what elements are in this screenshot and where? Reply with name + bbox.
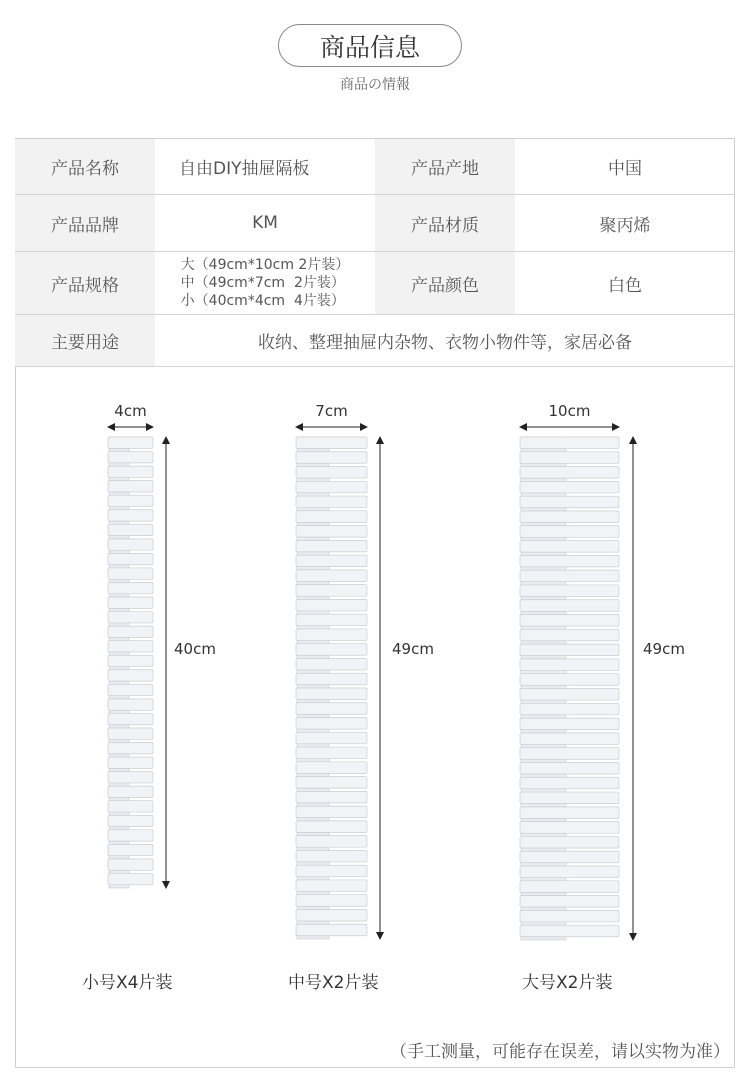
brand-value: KM bbox=[252, 213, 278, 233]
divider-slat bbox=[108, 859, 153, 870]
divider-slat bbox=[520, 467, 619, 479]
divider-slat bbox=[520, 896, 619, 908]
divider-slat bbox=[296, 599, 367, 611]
divider-slat bbox=[296, 865, 367, 877]
divider-slat bbox=[296, 762, 367, 774]
caption-medium: 中号X2片装 bbox=[288, 973, 379, 993]
divider-slat bbox=[296, 821, 367, 833]
divider-slat bbox=[296, 688, 367, 700]
divider-slat bbox=[108, 495, 153, 506]
divider-slat bbox=[108, 539, 153, 550]
divider-slat bbox=[296, 909, 367, 921]
divider-slat bbox=[520, 851, 619, 863]
divider-slat bbox=[108, 873, 153, 884]
divider-slat bbox=[520, 718, 619, 730]
divider-slat bbox=[108, 684, 153, 695]
divider-slat bbox=[108, 466, 153, 477]
divider-slat bbox=[108, 815, 153, 826]
divider-slat bbox=[296, 467, 367, 479]
divider-slat bbox=[296, 777, 367, 789]
spec-line-small: 小（40cm*4cm 4片装） bbox=[180, 293, 345, 309]
divider-slat bbox=[296, 718, 367, 730]
divider-slat bbox=[296, 585, 367, 597]
divider-slat bbox=[520, 481, 619, 493]
divider-slat bbox=[108, 553, 153, 564]
divider-slat bbox=[520, 703, 619, 715]
divider-slat bbox=[108, 582, 153, 593]
divider-slat bbox=[520, 762, 619, 774]
color-value: 白色 bbox=[608, 275, 642, 296]
divider-slat bbox=[520, 437, 619, 449]
divider-slat bbox=[296, 836, 367, 848]
measurement-note: （手工测量，可能存在误差，请以实物为准） bbox=[390, 1042, 730, 1062]
origin-value: 中国 bbox=[608, 159, 642, 179]
divider-slat bbox=[108, 772, 153, 783]
divider-slat bbox=[520, 674, 619, 686]
material-label: 产品材质 bbox=[375, 195, 515, 251]
name-value: 自由DIY抽屉隔板 bbox=[179, 159, 310, 179]
divider-slat bbox=[520, 526, 619, 538]
brand-label: 产品品牌 bbox=[15, 195, 155, 251]
divider-slat bbox=[108, 728, 153, 739]
divider-slat bbox=[296, 924, 367, 936]
divider-slat bbox=[108, 524, 153, 535]
spec-label: 产品规格 bbox=[15, 252, 155, 314]
divider-slat bbox=[520, 496, 619, 508]
origin-label: 产品产地 bbox=[375, 139, 515, 194]
spec-line-medium: 中（49cm*7cm 2片装） bbox=[180, 275, 345, 291]
divider-slat bbox=[296, 629, 367, 641]
usage-label: 主要用途 bbox=[15, 315, 155, 366]
divider-slat bbox=[296, 673, 367, 685]
divider-slat bbox=[296, 895, 367, 907]
divider-slat bbox=[520, 644, 619, 656]
divider-slat bbox=[520, 807, 619, 819]
divider-slat bbox=[108, 670, 153, 681]
divider-slat bbox=[296, 526, 367, 538]
divider-slat bbox=[520, 452, 619, 464]
divider-slat bbox=[296, 570, 367, 582]
divider-slat bbox=[108, 830, 153, 841]
divider-slat bbox=[108, 699, 153, 710]
divider-slat bbox=[520, 511, 619, 523]
divider-slat bbox=[296, 880, 367, 892]
divider-slat bbox=[296, 806, 367, 818]
divider-slat bbox=[296, 614, 367, 626]
divider-slat bbox=[108, 757, 153, 768]
divider-slat bbox=[296, 747, 367, 759]
divider-slat bbox=[108, 801, 153, 812]
divider-slat bbox=[520, 733, 619, 745]
width-label: 10cm bbox=[548, 402, 591, 420]
caption-small: 小号X4片装 bbox=[82, 973, 173, 993]
height-label: 49cm bbox=[643, 640, 685, 658]
height-label: 49cm bbox=[392, 640, 434, 658]
divider-slat bbox=[108, 437, 153, 448]
divider-slat bbox=[520, 881, 619, 893]
divider-slat bbox=[296, 732, 367, 744]
divider-slat bbox=[520, 866, 619, 878]
divider-slat bbox=[296, 437, 367, 449]
divider-slat bbox=[108, 597, 153, 608]
divider-slat bbox=[520, 615, 619, 627]
divider-slat bbox=[520, 836, 619, 848]
divider-slat bbox=[296, 555, 367, 567]
divider-slat bbox=[108, 713, 153, 724]
divider-slat bbox=[296, 658, 367, 670]
divider-slat bbox=[520, 925, 619, 937]
divider-slat bbox=[520, 570, 619, 582]
divider-slat bbox=[520, 792, 619, 804]
divider-slat bbox=[108, 612, 153, 623]
caption-large: 大号X2片装 bbox=[522, 973, 613, 993]
divider-slat bbox=[108, 626, 153, 637]
divider-slat bbox=[520, 777, 619, 789]
divider-slat bbox=[296, 452, 367, 464]
name-label: 产品名称 bbox=[15, 139, 155, 194]
divider-slat bbox=[520, 600, 619, 612]
page-title: 商品信息 bbox=[319, 32, 420, 62]
divider-slat bbox=[108, 844, 153, 855]
divider-slat bbox=[108, 481, 153, 492]
divider-slat bbox=[108, 510, 153, 521]
divider-slat bbox=[520, 748, 619, 760]
divider-slat bbox=[296, 496, 367, 508]
divider-slat bbox=[520, 585, 619, 597]
height-label: 40cm bbox=[174, 640, 216, 658]
spec-line-large: 大（49cm*10cm 2片装） bbox=[180, 257, 350, 273]
divider-slat bbox=[520, 689, 619, 701]
divider-slat bbox=[296, 511, 367, 523]
color-label: 产品颜色 bbox=[375, 252, 515, 314]
usage-value: 收纳、整理抽屉内杂物、衣物小物件等，家居必备 bbox=[258, 333, 632, 353]
divider-slat bbox=[520, 659, 619, 671]
material-value: 聚丙烯 bbox=[599, 215, 651, 236]
divider-slat bbox=[520, 541, 619, 553]
divider-slat bbox=[520, 822, 619, 834]
divider-slat bbox=[296, 850, 367, 862]
divider-slat bbox=[520, 555, 619, 567]
divider-slat bbox=[520, 629, 619, 641]
divider-slat bbox=[520, 910, 619, 922]
page-subtitle: 商品の情報 bbox=[340, 77, 410, 93]
divider-slat bbox=[108, 655, 153, 666]
divider-slat bbox=[296, 540, 367, 552]
divider-slat bbox=[108, 568, 153, 579]
width-label: 7cm bbox=[315, 402, 348, 420]
divider-slat bbox=[296, 644, 367, 656]
divider-slat bbox=[108, 452, 153, 463]
divider-slat bbox=[108, 786, 153, 797]
divider-slat bbox=[296, 481, 367, 493]
divider-slat bbox=[108, 743, 153, 754]
divider-slat bbox=[296, 791, 367, 803]
divider-slat bbox=[296, 703, 367, 715]
width-label: 4cm bbox=[114, 402, 147, 420]
divider-slat bbox=[108, 641, 153, 652]
